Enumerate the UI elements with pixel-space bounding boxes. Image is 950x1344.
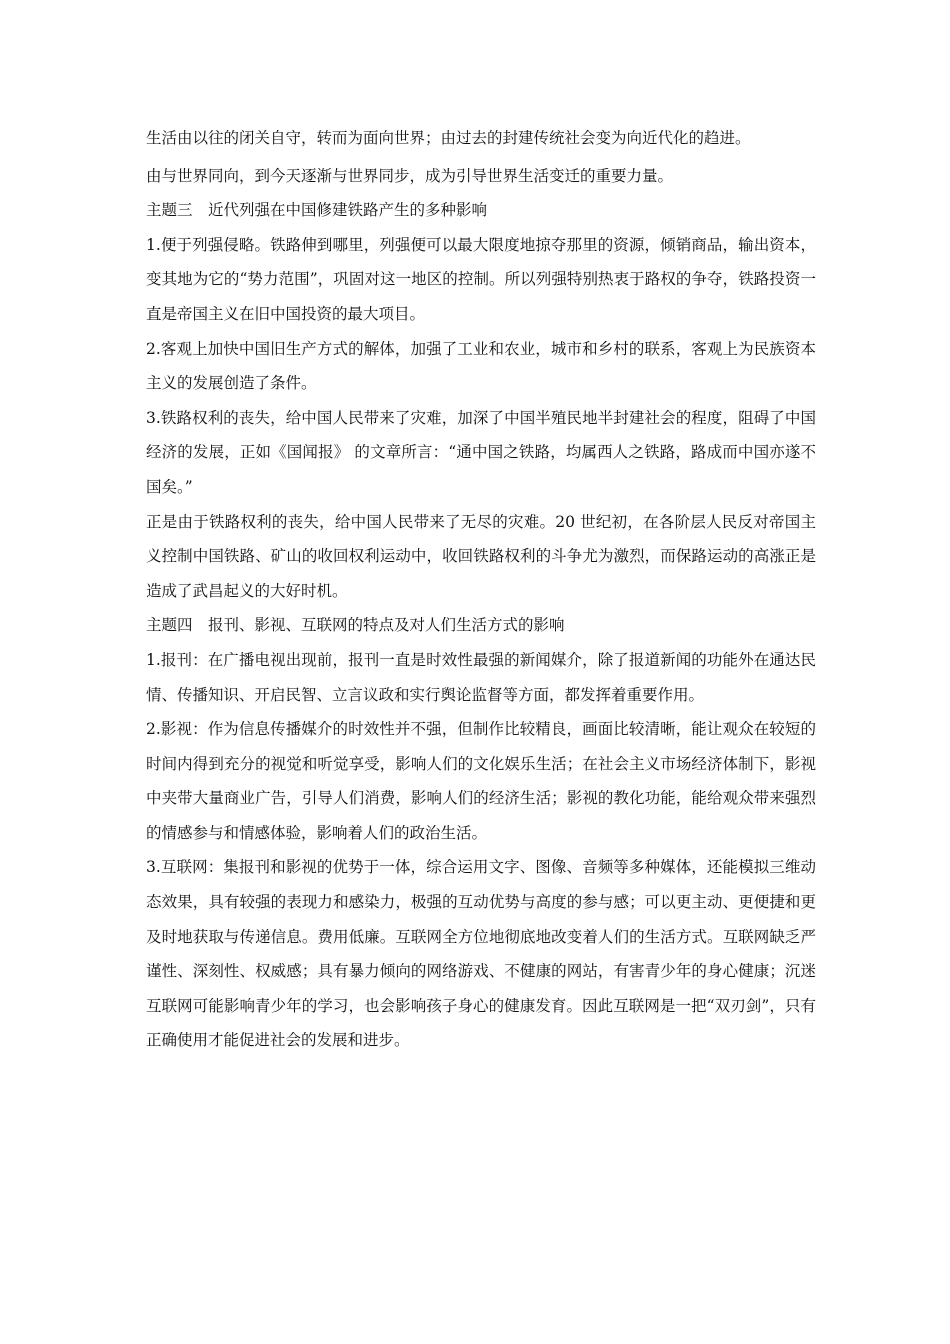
topic3-item-3: 3.铁路权利的丧失，给中国人民带来了灾难，加深了中国半殖民地半封建社会的程度，阻碍了中国经济的发展，正如《国闻报》 的文章所言：“通中国之铁路，均属西人之铁路，路成而中国亦遂不国矣。”: [146, 408, 816, 496]
topic4-heading: 主题四 报刊、影视、互联网的特点及对人们生活方式的影响: [146, 616, 565, 635]
topic3-summary: 正是由于铁路权利的丧失，给中国人民带来了无尽的灾难。20 世纪初，在各阶层人民反对帝国主义控制中国铁路、矿山的收回权利运动中，收回铁路权利的斗争尤为激烈，而保路运动的高涨正是造成了武昌起义的大好时机。: [146, 512, 816, 600]
paragraph-intro-2: 由与世界同向，到今天逐渐与世界同步，成为引导世界生活变迁的重要力量。: [146, 166, 674, 185]
topic3-heading: 主题三 近代列强在中国修建铁路产生的多种影响: [146, 201, 488, 220]
topic3-item-2: 2.客观上加快中国旧生产方式的解体，加强了工业和农业，城市和乡村的联系，客观上为民族资本主义的发展创造了条件。: [146, 339, 816, 393]
document-body: [146, 121, 816, 1058]
topic4-item-3: 3.互联网：集报刊和影视的优势于一体，综合运用文字、图像、音频等多种媒体，还能模拟三维动态效果，具有较强的表现力和感染力，极强的互动优势与高度的参与感；可以更主动、更便捷和更及时地获取与传递信息。费用低廉。互联网全方位地彻底地改变着人们的生活方式。互联网缺乏严谨性、深刻性、权威感；具有暴力倾向的网络游戏、不健康的网站，有害青少年的身心健康；沉迷互联网可能影响青少年的学习，也会影响孩子身心的健康发育。因此互联网是一把“双刃剑”，只有正确使用才能促进社会的发展和进步。: [146, 858, 816, 1050]
topic4-item-1: 1.报刊：在广播电视出现前，报刊一直是时效性最强的新闻媒介，除了报道新闻的功能外在通达民情、传播知识、开启民智、立言议政和实行舆论监督等方面，都发挥着重要作用。: [146, 650, 816, 704]
topic3-item-1: 1.便于列强侵略。铁路伸到哪里，列强便可以最大限度地掠夺那里的资源，倾销商品，输出资本，变其地为它的“势力范围”，巩固对这一地区的控制。所以列强特别热衷于路权的争夺，铁路投资一直是帝国主义在旧中国投资的最大项目。: [146, 235, 816, 323]
topic4-item-2: 2.影视：作为信息传播媒介的时效性并不强，但制作比较精良，画面比较清晰，能让观众在较短的时间内得到充分的视觉和听觉享受，影响人们的文化娱乐生活；在社会主义市场经济体制下，影视中夹带大量商业广告，引导人们消费，影响人们的经济生活；影视的教化功能，能给观众带来强烈的情感参与和情感体验，影响着人们的政治生活。: [146, 720, 816, 842]
paragraph-intro-1: 生活由以往的闭关自守，转而为面向世界；由过去的封建传统社会变为向近代化的趋进。: [146, 129, 751, 147]
